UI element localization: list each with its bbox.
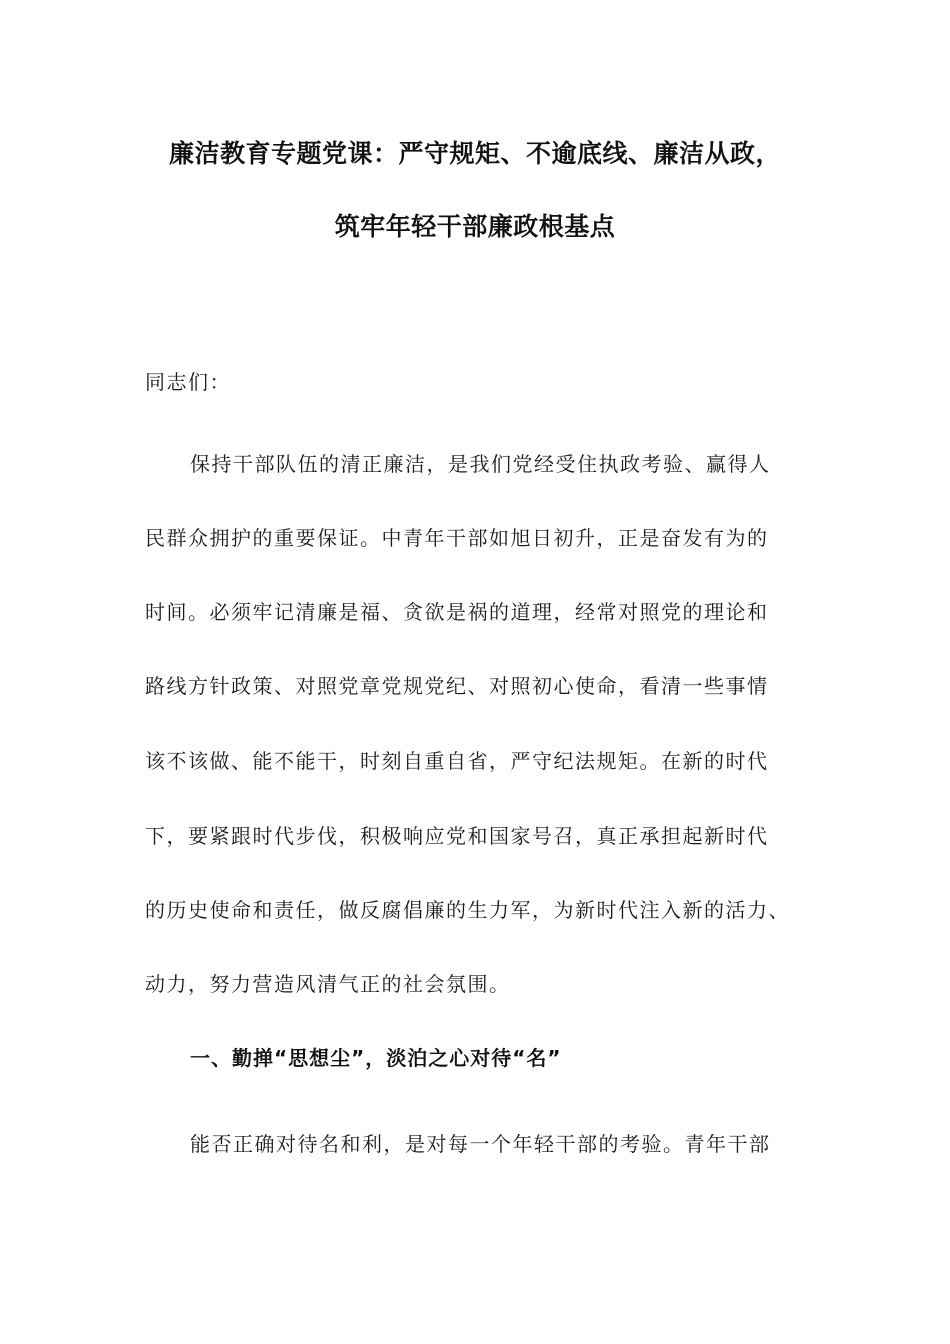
section-heading: 一、勤掸“思想尘”，淡泊之心对待“名” <box>190 1046 562 1070</box>
document-title-line-1: 廉洁教育专题党课：严守规矩、不逾底线、廉洁从政， <box>168 139 781 168</box>
paragraph-line: 动力，努力营造风清气正的社会氛围。 <box>145 972 511 996</box>
paragraph-line: 的历史使命和责任，做反腐倡廉的生力军，为新时代注入新的活力、 <box>145 898 790 922</box>
paragraph-line: 能否正确对待名和利，是对每一个年轻干部的考验。青年干部 <box>190 1132 771 1156</box>
paragraph-line: 路线方针政策、对照党章党规党纪、对照初心使命，看清一些事情 <box>145 674 769 698</box>
paragraph-line: 下，要紧跟时代步伐，积极响应党和国家号召，真正承担起新时代 <box>145 824 769 848</box>
paragraph-line: 保持干部队伍的清正廉洁，是我们党经受住执政考验、赢得人 <box>190 452 771 476</box>
salutation: 同志们： <box>145 370 231 394</box>
paragraph-line: 时间。必须牢记清廉是福、贪欲是祸的道理，经常对照党的理论和 <box>145 600 769 624</box>
paragraph-line: 民群众拥护的重要保证。中青年干部如旭日初升，正是奋发有为的 <box>145 526 769 550</box>
document-title-line-2: 筑牢年轻干部廉政根基点 <box>334 212 616 241</box>
paragraph-line: 该不该做、能不能干，时刻自重自省，严守纪法规矩。在新的时代 <box>145 749 769 773</box>
